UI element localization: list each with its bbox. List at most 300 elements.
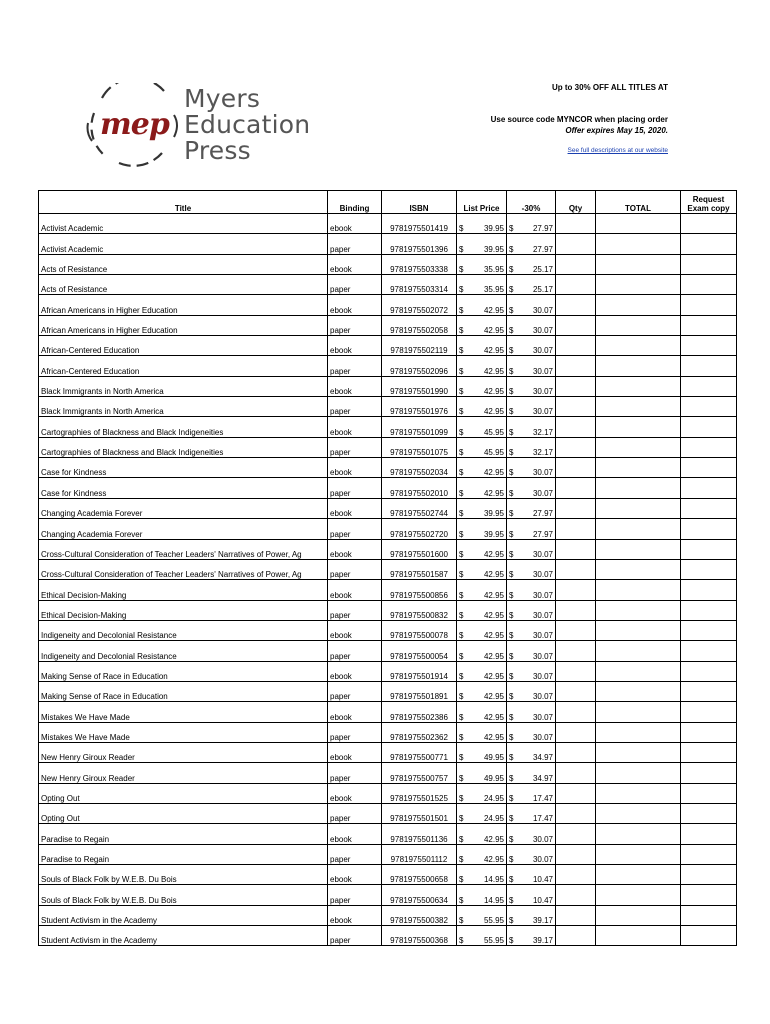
cell-discount-price: [507, 397, 556, 417]
table-header-row: [39, 191, 737, 214]
cell-list-price: [457, 559, 507, 579]
table-row: [39, 865, 737, 885]
request-exam-copy-cell[interactable]: [681, 763, 737, 783]
cell-title: Cartographies of Blackness and Black Indigeneities: [39, 437, 328, 457]
currency-symbol: $: [459, 468, 464, 478]
request-exam-copy-cell[interactable]: [681, 539, 737, 559]
header-binding: Binding: [328, 191, 382, 214]
total-cell: [596, 295, 681, 315]
list-price-value: 35.95: [483, 265, 504, 275]
cell-title: Activist Academic: [39, 234, 328, 254]
cell-isbn: 9781975500382: [382, 905, 457, 925]
currency-symbol: $: [509, 855, 514, 864]
cell-list-price: [457, 600, 507, 620]
currency-symbol: $: [509, 366, 514, 376]
cell-discount-price: [507, 641, 556, 661]
cell-list-price: [457, 214, 507, 234]
total-cell: [596, 661, 681, 681]
cell-binding: ebook: [328, 254, 382, 274]
discount-price-value: 30.07: [532, 651, 553, 661]
cell-discount-price: [507, 702, 556, 722]
qty-input-cell[interactable]: [556, 783, 596, 803]
request-exam-copy-cell[interactable]: [681, 254, 737, 274]
cell-binding: ebook: [328, 702, 382, 722]
request-exam-copy-cell[interactable]: [681, 885, 737, 905]
total-cell: [596, 620, 681, 640]
cell-isbn: 9781975501990: [382, 376, 457, 396]
request-exam-copy-cell[interactable]: [681, 580, 737, 600]
table-row: [39, 295, 737, 315]
list-price-value: 24.95: [483, 814, 504, 824]
discount-price-value: 32.17: [532, 448, 553, 458]
currency-symbol: $: [509, 631, 514, 641]
cell-list-price: [457, 763, 507, 783]
qty-input-cell[interactable]: [556, 234, 596, 254]
cell-binding: paper: [328, 722, 382, 742]
list-price-value: 42.95: [483, 671, 504, 681]
currency-symbol: $: [459, 692, 464, 702]
discount-price-value: 30.07: [532, 631, 553, 641]
header-request-line-1: Request: [692, 195, 725, 204]
discount-price-value: 30.07: [532, 468, 553, 478]
currency-symbol: $: [459, 529, 464, 539]
publisher-name-line-1: Myers: [184, 84, 261, 113]
cell-isbn: 9781975502386: [382, 702, 457, 722]
cell-isbn: 9781975502072: [382, 295, 457, 315]
total-cell: [596, 763, 681, 783]
cell-title: New Henry Giroux Reader: [39, 742, 328, 762]
cell-isbn: 9781975503314: [382, 275, 457, 295]
cell-binding: ebook: [328, 539, 382, 559]
cell-title: Activist Academic: [39, 214, 328, 234]
cell-title: Cross-Cultural Consideration of Teacher Leaders' Narratives of Power, Ag: [39, 559, 328, 579]
currency-symbol: $: [509, 793, 514, 803]
qty-input-cell[interactable]: [556, 214, 596, 234]
discount-price-value: 39.17: [532, 916, 553, 926]
currency-symbol: $: [509, 305, 514, 315]
total-cell: [596, 214, 681, 234]
table-row: [39, 580, 737, 600]
discount-price-value: 17.47: [532, 793, 553, 803]
qty-input-cell[interactable]: [556, 681, 596, 701]
qty-input-cell[interactable]: [556, 926, 596, 946]
request-exam-copy-cell[interactable]: [681, 437, 737, 457]
cell-discount-price: [507, 722, 556, 742]
request-exam-copy-cell[interactable]: [681, 397, 737, 417]
total-cell: [596, 417, 681, 437]
request-exam-copy-cell[interactable]: [681, 641, 737, 661]
cell-title: Black Immigrants in North America: [39, 397, 328, 417]
qty-input-cell[interactable]: [556, 559, 596, 579]
discount-price-value: 30.07: [532, 590, 553, 600]
cell-list-price: [457, 458, 507, 478]
cell-isbn: 9781975503338: [382, 254, 457, 274]
qty-input-cell[interactable]: [556, 844, 596, 864]
qty-input-cell[interactable]: [556, 336, 596, 356]
cell-title: New Henry Giroux Reader: [39, 763, 328, 783]
total-cell: [596, 722, 681, 742]
qty-input-cell[interactable]: [556, 498, 596, 518]
table-row: [39, 234, 737, 254]
table-row: [39, 620, 737, 640]
qty-input-cell[interactable]: [556, 295, 596, 315]
qty-input-cell[interactable]: [556, 315, 596, 335]
qty-input-cell[interactable]: [556, 742, 596, 762]
cell-binding: ebook: [328, 580, 382, 600]
cell-binding: paper: [328, 641, 382, 661]
cell-discount-price: [507, 478, 556, 498]
request-exam-copy-cell[interactable]: [681, 681, 737, 701]
list-price-value: 55.95: [483, 916, 504, 926]
list-price-value: 42.95: [483, 326, 504, 336]
currency-symbol: $: [459, 387, 464, 397]
request-exam-copy-cell[interactable]: [681, 519, 737, 539]
request-exam-copy-cell[interactable]: [681, 498, 737, 518]
cell-binding: ebook: [328, 376, 382, 396]
request-exam-copy-cell[interactable]: [681, 620, 737, 640]
cell-isbn: 9781975502720: [382, 519, 457, 539]
qty-input-cell[interactable]: [556, 641, 596, 661]
cell-binding: paper: [328, 234, 382, 254]
cell-title: Paradise to Regain: [39, 844, 328, 864]
request-exam-copy-cell[interactable]: [681, 824, 737, 844]
table-row: [39, 559, 737, 579]
request-exam-copy-cell[interactable]: [681, 905, 737, 925]
discount-price-value: 39.17: [532, 936, 553, 946]
total-cell: [596, 926, 681, 946]
qty-input-cell[interactable]: [556, 580, 596, 600]
cell-list-price: [457, 275, 507, 295]
total-cell: [596, 742, 681, 762]
list-price-value: 55.95: [483, 936, 504, 946]
cell-isbn: 9781975501419: [382, 214, 457, 234]
cell-list-price: [457, 885, 507, 905]
qty-input-cell[interactable]: [556, 376, 596, 396]
cell-isbn: 9781975500634: [382, 885, 457, 905]
cell-discount-price: [507, 254, 556, 274]
currency-symbol: $: [459, 773, 464, 783]
cell-list-price: [457, 295, 507, 315]
cell-title: Changing Academia Forever: [39, 519, 328, 539]
cell-binding: paper: [328, 926, 382, 946]
table-row: [39, 356, 737, 376]
cell-title: African Americans in Higher Education: [39, 295, 328, 315]
currency-symbol: $: [509, 549, 514, 559]
table-row: [39, 214, 737, 234]
request-exam-copy-cell[interactable]: [681, 295, 737, 315]
cell-binding: paper: [328, 519, 382, 539]
qty-input-cell[interactable]: [556, 885, 596, 905]
discount-price-value: 25.17: [532, 265, 553, 275]
currency-symbol: $: [509, 671, 514, 681]
cell-list-price: [457, 681, 507, 701]
list-price-value: 24.95: [483, 793, 504, 803]
cell-title: Acts of Resistance: [39, 275, 328, 295]
cell-isbn: 9781975501112: [382, 844, 457, 864]
cell-binding: ebook: [328, 417, 382, 437]
total-cell: [596, 498, 681, 518]
table-row: [39, 844, 737, 864]
request-exam-copy-cell[interactable]: [681, 376, 737, 396]
currency-symbol: $: [459, 448, 464, 458]
table-row: [39, 458, 737, 478]
request-exam-copy-cell[interactable]: [681, 783, 737, 803]
cell-list-price: [457, 742, 507, 762]
cell-list-price: [457, 376, 507, 396]
cell-isbn: 9781975501891: [382, 681, 457, 701]
table-row: [39, 885, 737, 905]
request-exam-copy-cell[interactable]: [681, 702, 737, 722]
cell-title: African Americans in Higher Education: [39, 315, 328, 335]
qty-input-cell[interactable]: [556, 702, 596, 722]
currency-symbol: $: [509, 692, 514, 702]
list-price-value: 42.95: [483, 366, 504, 376]
total-cell: [596, 783, 681, 803]
total-cell: [596, 437, 681, 457]
qty-input-cell[interactable]: [556, 458, 596, 478]
cell-list-price: [457, 905, 507, 925]
table-row: [39, 376, 737, 396]
cell-isbn: 9781975501501: [382, 803, 457, 823]
currency-symbol: $: [459, 346, 464, 356]
discount-price-value: 30.07: [532, 305, 553, 315]
header-title: Title: [39, 191, 328, 214]
cell-isbn: 9781975500658: [382, 865, 457, 885]
cell-list-price: [457, 539, 507, 559]
discount-price-value: 17.47: [532, 814, 553, 824]
cell-list-price: [457, 783, 507, 803]
currency-symbol: $: [509, 814, 514, 824]
cell-binding: ebook: [328, 498, 382, 518]
total-cell: [596, 803, 681, 823]
list-price-value: 42.95: [483, 549, 504, 559]
cell-isbn: 9781975501099: [382, 417, 457, 437]
discount-price-value: 34.97: [532, 753, 553, 763]
currency-symbol: $: [509, 753, 514, 763]
cell-list-price: [457, 926, 507, 946]
cell-title: Making Sense of Race in Education: [39, 681, 328, 701]
cell-isbn: 9781975500368: [382, 926, 457, 946]
request-exam-copy-cell[interactable]: [681, 844, 737, 864]
cell-list-price: [457, 315, 507, 335]
cell-discount-price: [507, 437, 556, 457]
currency-symbol: $: [459, 610, 464, 620]
cell-list-price: [457, 865, 507, 885]
list-price-value: 39.95: [483, 224, 504, 234]
currency-symbol: $: [459, 244, 464, 254]
request-exam-copy-cell[interactable]: [681, 661, 737, 681]
cell-discount-price: [507, 214, 556, 234]
request-exam-copy-cell[interactable]: [681, 722, 737, 742]
table-row: [39, 905, 737, 925]
qty-input-cell[interactable]: [556, 600, 596, 620]
cell-binding: paper: [328, 885, 382, 905]
cell-isbn: 9781975501075: [382, 437, 457, 457]
website-link[interactable]: See full descriptions at our website: [567, 147, 668, 154]
header-discount: -30%: [507, 191, 556, 214]
table-row: [39, 803, 737, 823]
list-price-value: 14.95: [483, 895, 504, 905]
cell-isbn: 9781975502010: [382, 478, 457, 498]
qty-input-cell[interactable]: [556, 722, 596, 742]
qty-input-cell[interactable]: [556, 620, 596, 640]
cell-list-price: [457, 844, 507, 864]
table-row: [39, 681, 737, 701]
currency-symbol: $: [459, 224, 464, 234]
cell-list-price: [457, 254, 507, 274]
qty-input-cell[interactable]: [556, 661, 596, 681]
cell-isbn: 9781975500054: [382, 641, 457, 661]
cell-binding: paper: [328, 397, 382, 417]
qty-input-cell[interactable]: [556, 356, 596, 376]
cell-title: Mistakes We Have Made: [39, 702, 328, 722]
table-row: [39, 275, 737, 295]
currency-symbol: $: [509, 448, 514, 458]
qty-input-cell[interactable]: [556, 254, 596, 274]
cell-list-price: [457, 620, 507, 640]
cell-title: Opting Out: [39, 803, 328, 823]
currency-symbol: $: [459, 570, 464, 580]
currency-symbol: $: [509, 407, 514, 417]
cell-title: African-Centered Education: [39, 356, 328, 376]
total-cell: [596, 539, 681, 559]
table-row: [39, 783, 737, 803]
cell-discount-price: [507, 417, 556, 437]
qty-input-cell[interactable]: [556, 417, 596, 437]
discount-price-value: 30.07: [532, 549, 553, 559]
request-exam-copy-cell[interactable]: [681, 315, 737, 335]
cell-isbn: 9781975500757: [382, 763, 457, 783]
request-exam-copy-cell[interactable]: [681, 234, 737, 254]
request-exam-copy-cell[interactable]: [681, 926, 737, 946]
table-row: [39, 417, 737, 437]
total-cell: [596, 865, 681, 885]
discount-price-value: 10.47: [532, 895, 553, 905]
table-row: [39, 254, 737, 274]
table-row: [39, 824, 737, 844]
request-exam-copy-cell[interactable]: [681, 865, 737, 885]
cell-binding: paper: [328, 844, 382, 864]
cell-title: Souls of Black Folk by W.E.B. Du Bois: [39, 865, 328, 885]
cell-isbn: 9781975501976: [382, 397, 457, 417]
cell-title: Indigeneity and Decolonial Resistance: [39, 641, 328, 661]
qty-input-cell[interactable]: [556, 539, 596, 559]
cell-title: Making Sense of Race in Education: [39, 661, 328, 681]
promo-expiry-text: Offer expires May 15, 2020.: [565, 126, 668, 135]
currency-symbol: $: [509, 651, 514, 661]
header-isbn: ISBN: [382, 191, 457, 214]
currency-symbol: $: [459, 793, 464, 803]
total-cell: [596, 234, 681, 254]
total-cell: [596, 885, 681, 905]
request-exam-copy-cell[interactable]: [681, 600, 737, 620]
cell-title: Cross-Cultural Consideration of Teacher Leaders' Narratives of Power, Ag: [39, 539, 328, 559]
total-cell: [596, 641, 681, 661]
header-list-price: List Price: [457, 191, 507, 214]
currency-symbol: $: [459, 895, 464, 905]
qty-input-cell[interactable]: [556, 865, 596, 885]
qty-input-cell[interactable]: [556, 397, 596, 417]
logo-mark-text: mep: [100, 107, 169, 142]
request-exam-copy-cell[interactable]: [681, 478, 737, 498]
request-exam-copy-cell[interactable]: [681, 742, 737, 762]
cell-discount-price: [507, 681, 556, 701]
cell-binding: ebook: [328, 336, 382, 356]
cell-list-price: [457, 478, 507, 498]
total-cell: [596, 559, 681, 579]
qty-input-cell[interactable]: [556, 437, 596, 457]
cell-title: Student Activism in the Academy: [39, 905, 328, 925]
list-price-value: 45.95: [483, 427, 504, 437]
currency-symbol: $: [459, 855, 464, 864]
cell-binding: paper: [328, 763, 382, 783]
cell-list-price: [457, 397, 507, 417]
request-exam-copy-cell[interactable]: [681, 417, 737, 437]
total-cell: [596, 580, 681, 600]
cell-discount-price: [507, 539, 556, 559]
cell-title: Opting Out: [39, 783, 328, 803]
cell-binding: ebook: [328, 824, 382, 844]
cell-binding: ebook: [328, 458, 382, 478]
request-exam-copy-cell[interactable]: [681, 336, 737, 356]
list-price-value: 42.95: [483, 305, 504, 315]
request-exam-copy-cell[interactable]: [681, 214, 737, 234]
list-price-value: 42.95: [483, 387, 504, 397]
cell-discount-price: [507, 885, 556, 905]
cell-list-price: [457, 722, 507, 742]
qty-input-cell[interactable]: [556, 824, 596, 844]
list-price-value: 42.95: [483, 834, 504, 844]
cell-isbn: 9781975502119: [382, 336, 457, 356]
request-exam-copy-cell[interactable]: [681, 458, 737, 478]
cell-binding: paper: [328, 356, 382, 376]
currency-symbol: $: [459, 285, 464, 295]
cell-title: Student Activism in the Academy: [39, 926, 328, 946]
cell-title: Case for Kindness: [39, 458, 328, 478]
qty-input-cell[interactable]: [556, 905, 596, 925]
request-exam-copy-cell[interactable]: [681, 275, 737, 295]
currency-symbol: $: [459, 549, 464, 559]
cell-discount-price: [507, 275, 556, 295]
qty-input-cell[interactable]: [556, 275, 596, 295]
qty-input-cell[interactable]: [556, 803, 596, 823]
currency-symbol: $: [509, 427, 514, 437]
cell-binding: ebook: [328, 783, 382, 803]
total-cell: [596, 478, 681, 498]
discount-price-value: 30.07: [532, 855, 553, 864]
currency-symbol: $: [459, 407, 464, 417]
cell-isbn: 9781975500078: [382, 620, 457, 640]
qty-input-cell[interactable]: [556, 519, 596, 539]
total-cell: [596, 397, 681, 417]
cell-binding: ebook: [328, 661, 382, 681]
cell-discount-price: [507, 315, 556, 335]
cell-title: Mistakes We Have Made: [39, 722, 328, 742]
cell-title: Changing Academia Forever: [39, 498, 328, 518]
request-exam-copy-cell[interactable]: [681, 356, 737, 376]
cell-discount-price: [507, 356, 556, 376]
discount-price-value: 34.97: [532, 773, 553, 783]
table-row: [39, 702, 737, 722]
qty-input-cell[interactable]: [556, 478, 596, 498]
request-exam-copy-cell[interactable]: [681, 803, 737, 823]
publisher-name-line-2: Education: [184, 110, 311, 139]
cell-discount-price: [507, 844, 556, 864]
request-exam-copy-cell[interactable]: [681, 559, 737, 579]
currency-symbol: $: [459, 732, 464, 742]
qty-input-cell[interactable]: [556, 763, 596, 783]
currency-symbol: $: [459, 590, 464, 600]
